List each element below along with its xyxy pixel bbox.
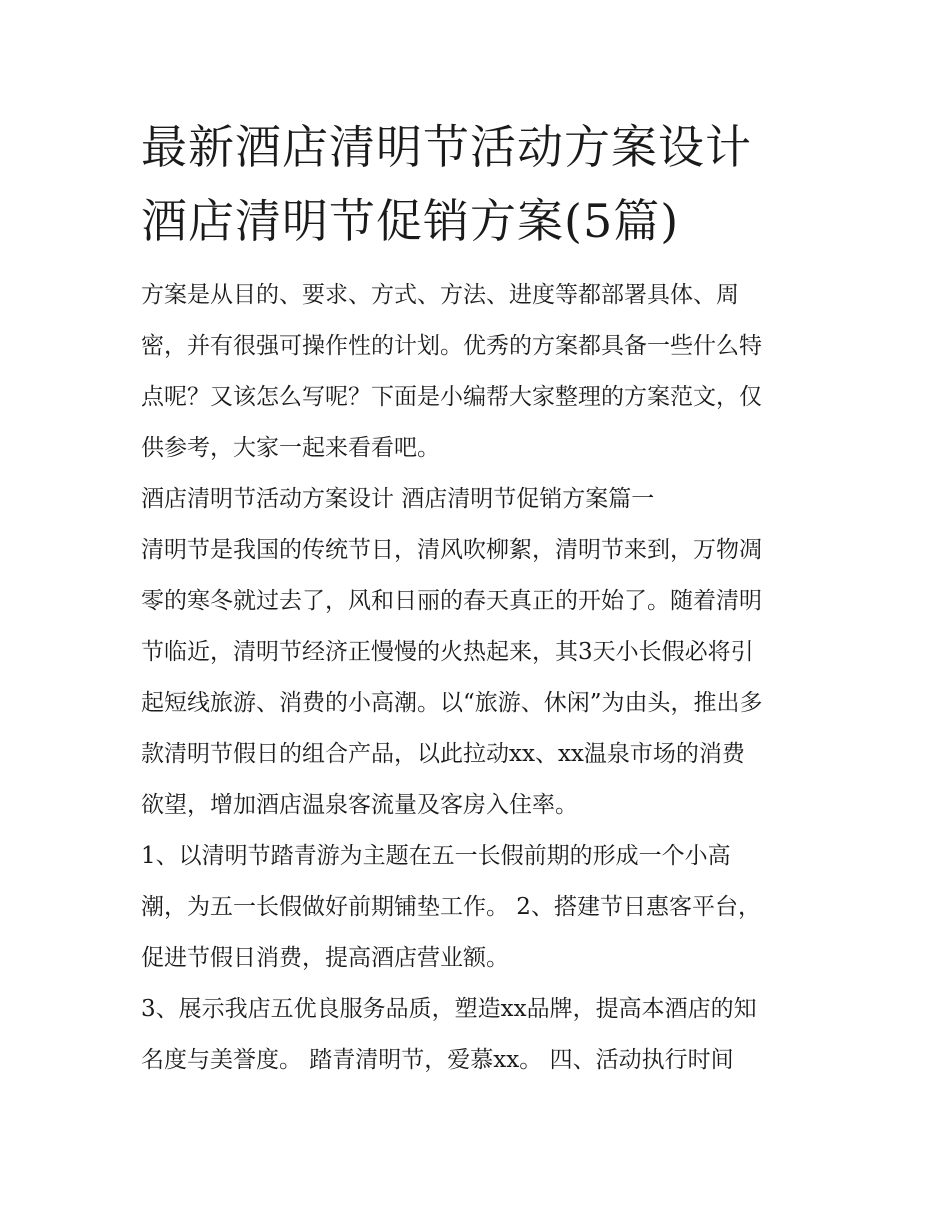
text-line: 潮，为五一长假做好前期铺垫工作。 2、搭建节日惠客平台， [141, 894, 761, 920]
text-line: 清明节是我国的传统节日，清风吹柳絮，清明节来到，万物凋 [141, 537, 762, 563]
text-line: 3、展示我店五优良服务品质，塑造xx品牌，提高本酒店的知 [141, 996, 757, 1022]
body-paragraph-2 [141, 831, 821, 984]
intro-paragraph [141, 270, 821, 474]
body-paragraph-1 [141, 525, 821, 831]
text-line: 1、以清明节踏青游为主题在五一长假前期的形成一个小高 [141, 843, 731, 869]
text-line: 促进节假日消费，提高酒店营业额。 [141, 945, 509, 971]
text-line: 节临近，清明节经济正慢慢的火热起来，其3天小长假必将引 [141, 639, 754, 665]
text-line: 款清明节假日的组合产品，以此拉动xx、xx温泉市场的消费 [141, 741, 745, 767]
text-line: 零的寒冬就过去了，风和日丽的春天真正的开始了。随着清明 [141, 588, 762, 614]
title-line: 酒店清明节促销方案(5篇) [141, 194, 680, 248]
text-line: 密，并有很强可操作性的计划。优秀的方案都具备一些什么特 [141, 333, 762, 359]
text-line: 方案是从目的、要求、方式、方法、进度等都部署具体、周 [141, 282, 739, 308]
text-line: 名度与美誉度。 踏青清明节，爱慕xx。 四、活动执行时间 [141, 1047, 734, 1073]
body-paragraph-3 [141, 984, 821, 1086]
text-line: 欲望，增加酒店温泉客流量及客房入住率。 [141, 792, 578, 818]
document-page [141, 110, 821, 1086]
text-line: 起短线旅游、消费的小高潮。以“旅游、休闲”为由头，推出多 [141, 690, 763, 716]
document-title [141, 110, 821, 258]
section-heading [141, 474, 821, 525]
title-line: 最新酒店清明节活动方案设计 [141, 120, 752, 174]
text-line: 点呢？又该怎么写呢？下面是小编帮大家整理的方案范文，仅 [141, 384, 762, 410]
text-line: 供参考，大家一起来看看吧。 [141, 435, 440, 461]
section-heading-text: 酒店清明节活动方案设计 酒店清明节促销方案篇一 [141, 486, 655, 512]
